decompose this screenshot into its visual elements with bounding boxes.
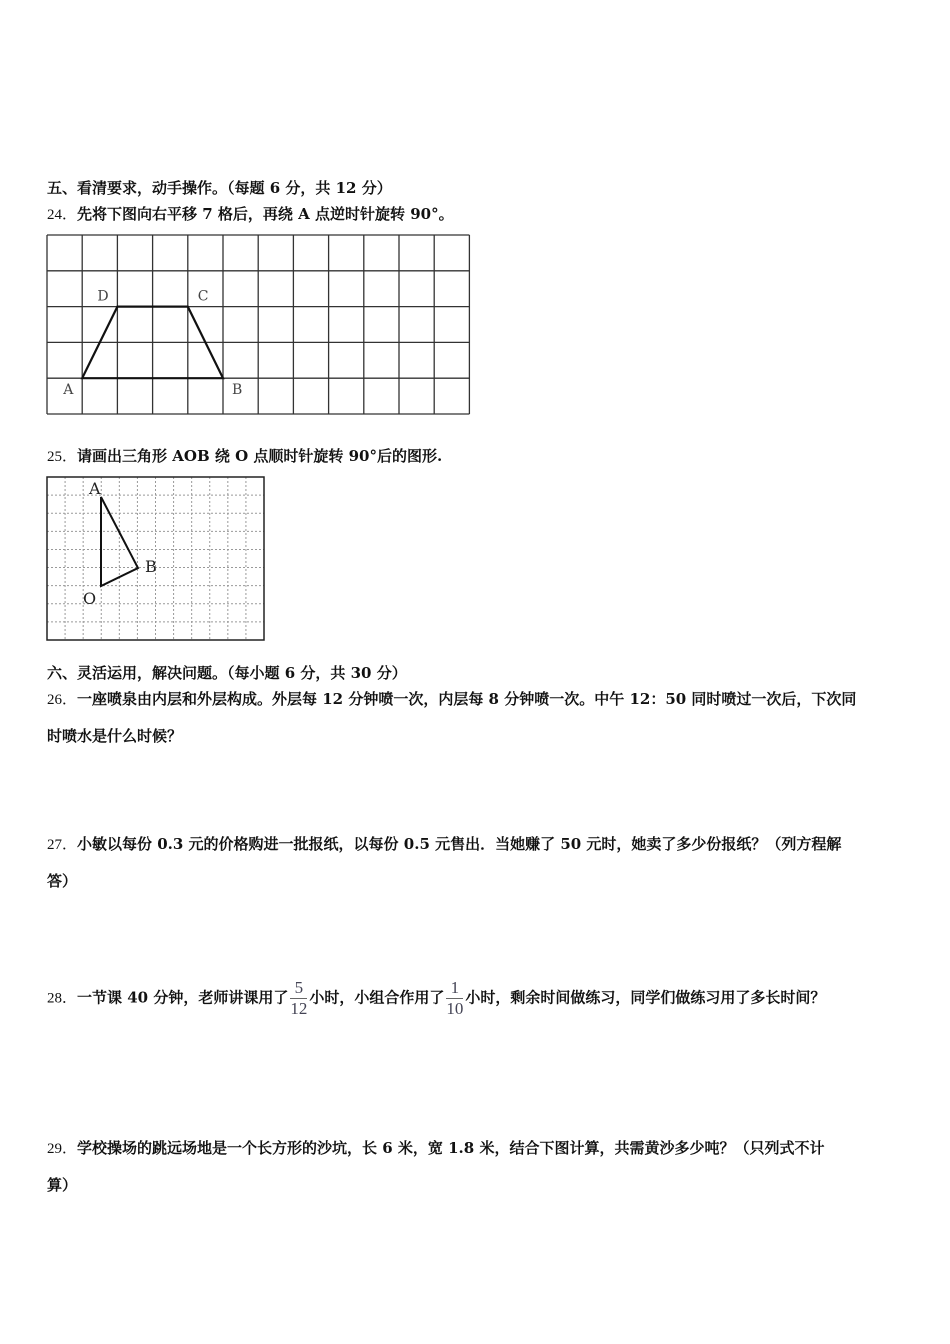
numerator: 5 (294, 978, 304, 997)
question-number: 28． (47, 990, 78, 1007)
label-a: A (63, 382, 74, 399)
denominator: 12 (290, 999, 308, 1018)
question-text: 一座喷泉由内层和外层构成。外层每 12 分钟喷一次，内层每 8 分钟喷一次。中午 12：50 同时喷过一次后，下次同 (77, 690, 857, 708)
section-6-title: 六、灵活运用，解决问题。（每小题 6 分，共 30 分） (47, 664, 407, 682)
question-number: 24． (47, 207, 78, 223)
question-28 (47, 978, 825, 1019)
question-text: 请画出三角形 AOB 绕 O 点顺时针旋转 90°后的图形. (77, 447, 443, 465)
question-26-cont: 时喷水是什么时候？ (47, 727, 183, 745)
question-text: 先将下图向右平移 7 格后，再绕 A 点逆时针旋转 90°。 (77, 205, 454, 223)
fraction-5-12 (290, 978, 307, 1019)
label-o: O (83, 589, 97, 608)
question-26 (47, 688, 856, 709)
question-27-cont: 答） (47, 872, 78, 890)
section-5-title: 五、看清要求，动手操作。（每题 6 分，共 12 分） (47, 179, 392, 197)
question-text: 小时，剩余时间做练习，同学们做练习用了多长时间？ (465, 988, 826, 1007)
question-29-cont: 算） (47, 1176, 78, 1194)
numerator: 1 (450, 978, 460, 997)
denominator: 10 (446, 999, 464, 1018)
question-number: 26． (47, 692, 78, 708)
question-27 (47, 833, 841, 854)
question-25 (47, 445, 442, 466)
question-text: 学校操场的跳远场地是一个长方形的沙坑，长 6 米，宽 1.8 米，结合下图计算，共需黄沙多少吨？（只列式不计 (77, 1139, 825, 1157)
label-b: B (232, 382, 243, 399)
question-number: 29． (47, 1141, 78, 1157)
label-a: A (89, 479, 101, 498)
fraction-1-10 (446, 978, 463, 1019)
question-text: 小时，小组合作用了 (309, 988, 445, 1007)
question-number: 25． (47, 449, 78, 465)
label-d: D (97, 288, 109, 305)
label-c: C (197, 288, 209, 305)
label-b: B (145, 557, 157, 576)
question-number: 27． (47, 837, 78, 853)
question-text: 小敏以每份 0.3 元的价格购进一批报纸，以每份 0.5 元售出．当她赚了 50 元时，她卖了多少份报纸？（列方程解 (77, 835, 842, 853)
question-29 (47, 1137, 824, 1158)
question-text: 一节课 40 分钟，老师讲课用了 (77, 988, 289, 1007)
